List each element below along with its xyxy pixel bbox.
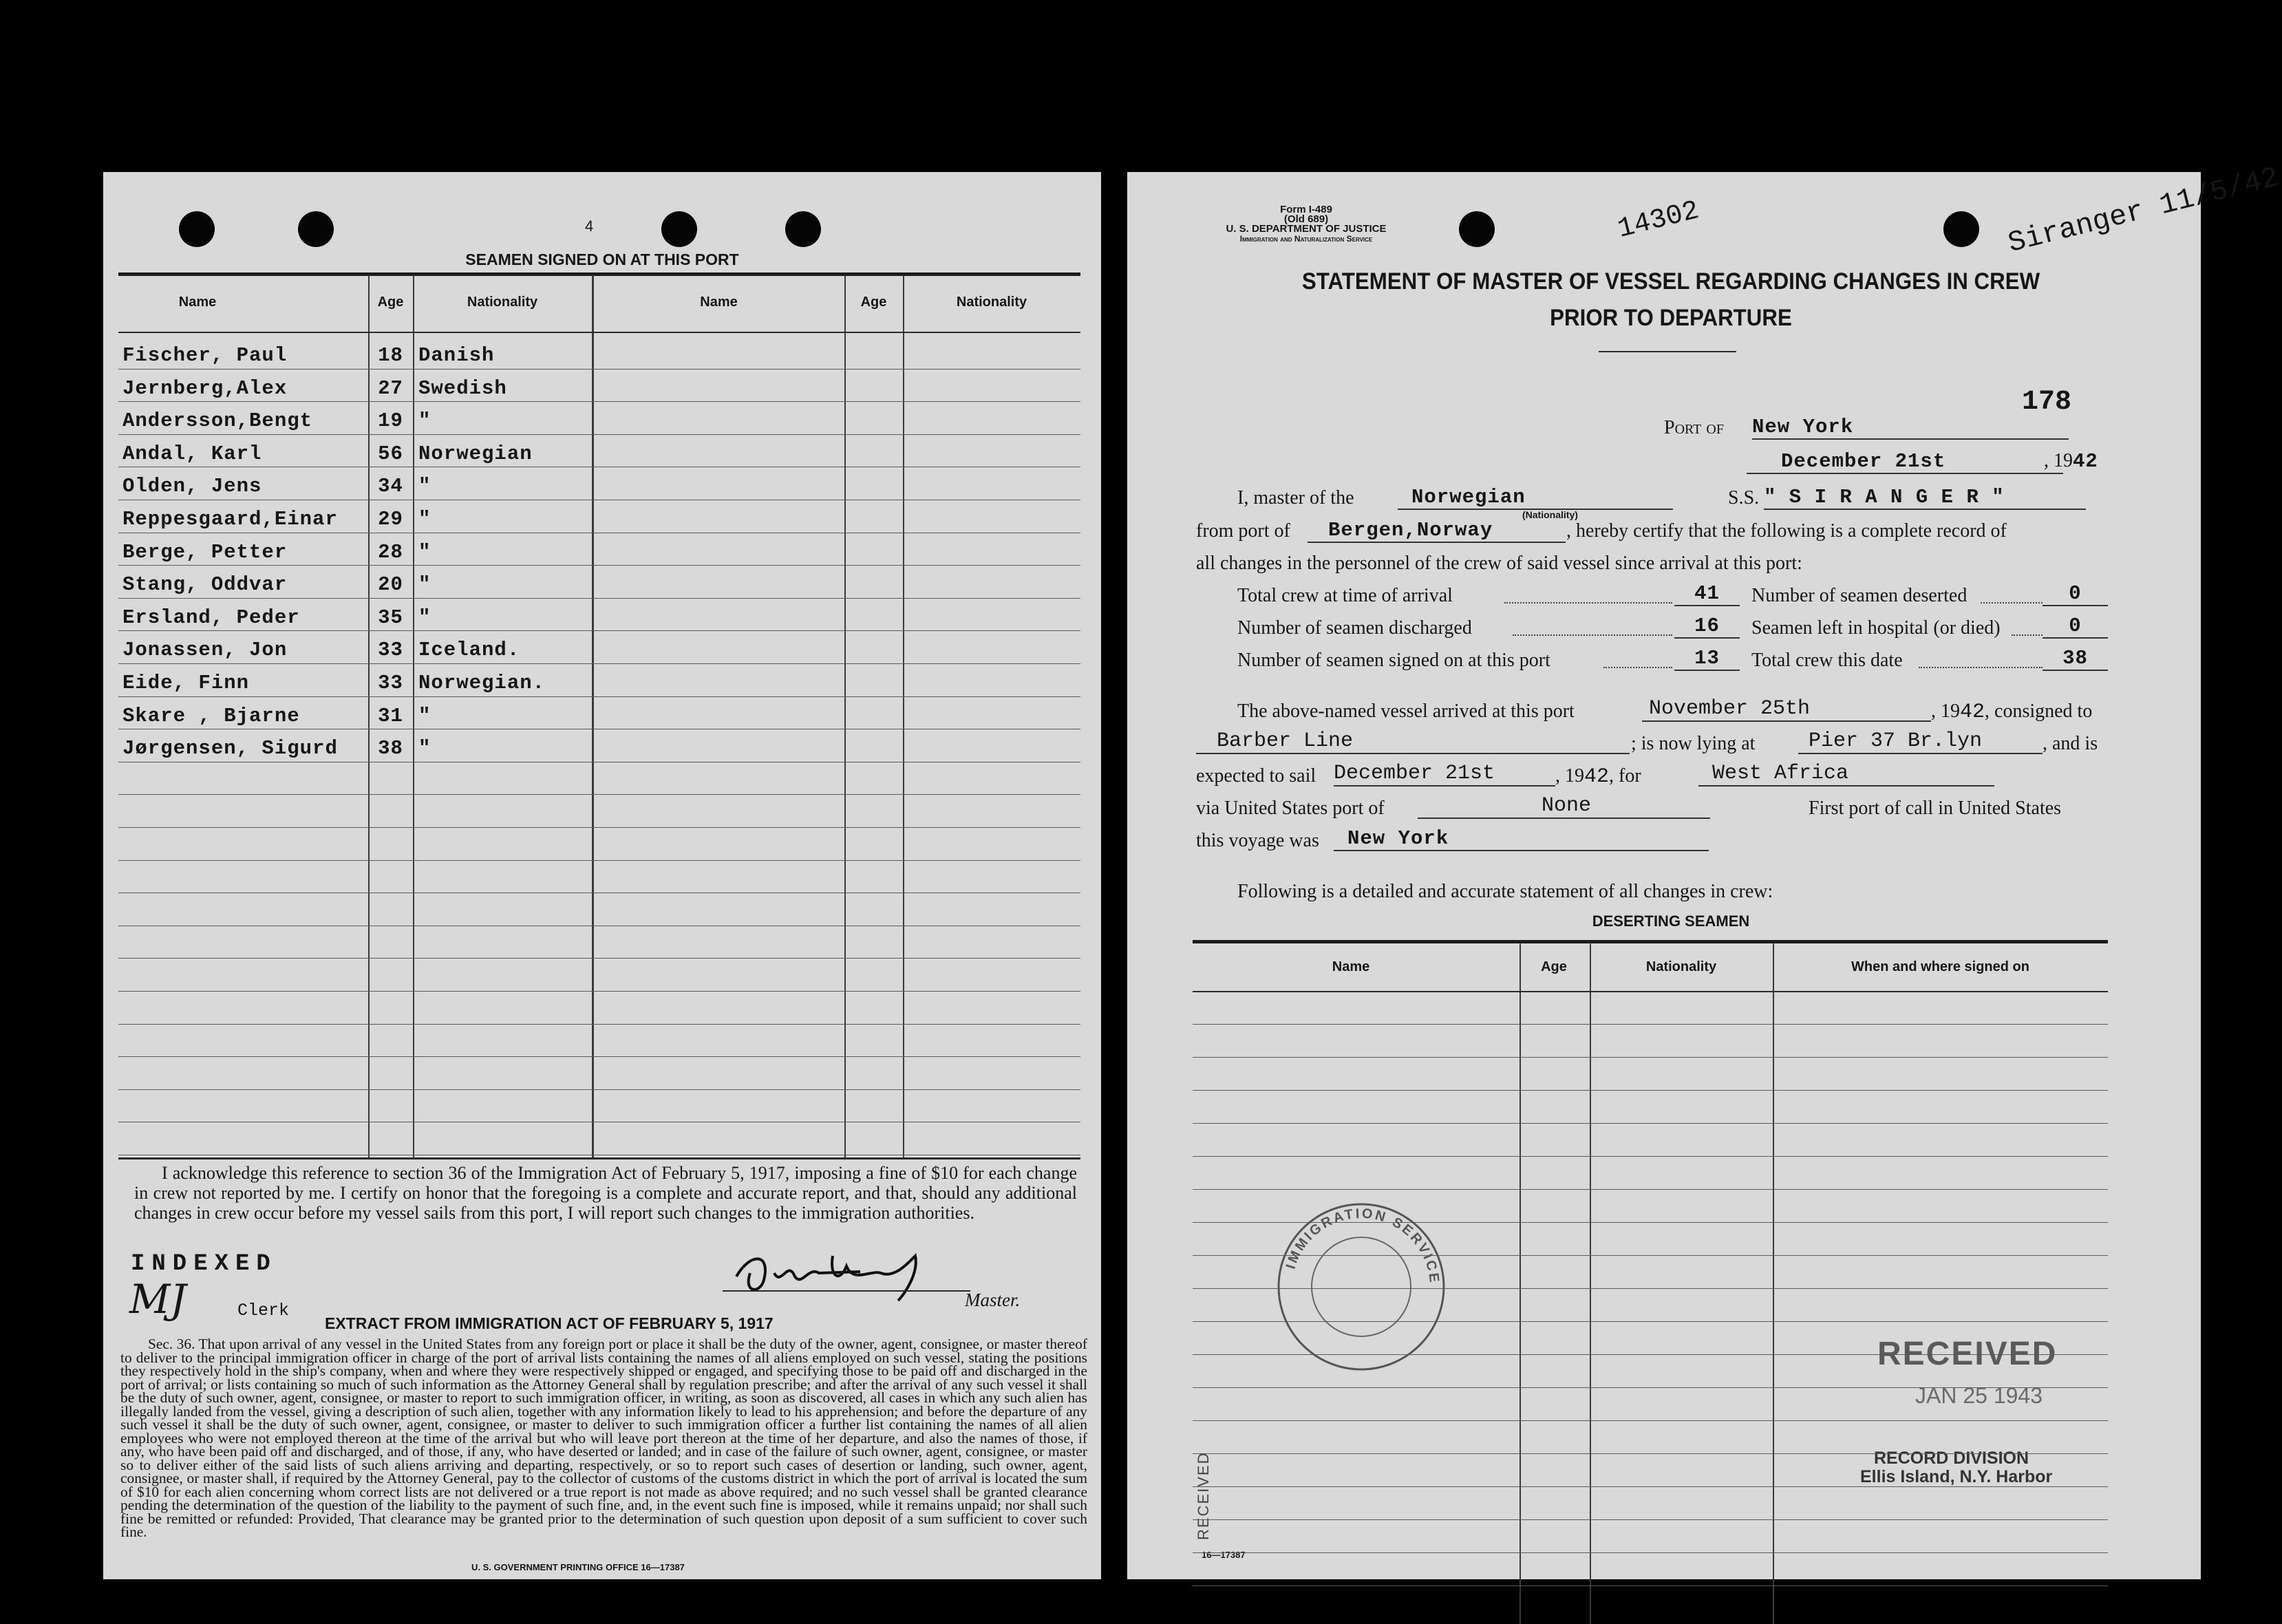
nationality-value: Norwegian xyxy=(1398,486,1673,510)
punch-hole xyxy=(785,211,821,247)
page-number: 4 xyxy=(585,217,594,235)
master-signature xyxy=(723,1246,943,1307)
following-text: Following is a detailed and accurate statement of all changes in crew: xyxy=(1237,881,1773,902)
deserting-row-rule xyxy=(1193,1387,2108,1388)
expected-label: expected to sail xyxy=(1196,765,1316,787)
ss-label: S.S. xyxy=(1728,487,1760,509)
section-36-text: Sec. 36. That upon arrival of any vessel in the United States from any foreign port or place it shall be the duty of the owner, agent, consignee, or master thereof to deliver to the principal immigration officer in charge of the port of arrival lists containing the names of all aliens employed on such vessel, stating the positions they respectively hold in the ship's company, when and where they were respectively shipped or engaged, and specifying those to be paid off and discharged in the port of arrival; or lists containing so much of such information as the Attorney General shall by regulation prescribe; and after the arrival of any such vessel it shall be the duty of such owner, agent, consignee, or master to report to such immigration officer, in writing, as soon as discovered, all cases in which any such alien has illegally landed from the vessel, giving a description of such alien, together with any information likely to lead to his apprehension; and before the departure of any such vessel it shall be the duty of such owner, agent, consignee, or master to deliver to such immigration officer a further list containing the names of all alien employees who were not employed thereon at the time of the arrival but who will leave port thereon at the time of her departure, and also the names of those, if any, who have been paid off and discharged, and of those, if any, who have deserted or landed; and in case of the failure of such owner, agent, consignee, or master so to deliver either of the said lists of such aliens arriving and departing, respectively, or so to report such cases of desertion or landing, such owner, agent, consignee, or master shall, if required by the Attorney General, pay to the collector of customs of the customs district in which the port of arrival is located the sum of $10 for each alien concerning whom correct lists are not delivered or a true report is not made as above required; and no such vessel shall be granted clearance pending the determination of the question of the liability to the payment of such fine, and, in the event such fine is imposed, while it remains unpaid; nor shall such fine be remitted or refunded: Provided, That clearance may be granted prior to the determination of such question upon deposit of a sum sufficient to cover such fine. xyxy=(120,1336,1087,1540)
seaman-name: Jonassen, Jon xyxy=(122,639,288,661)
master-of-label: I, master of the xyxy=(1237,487,1354,509)
deserting-row-rule xyxy=(1193,1090,2108,1091)
form-old: (Old 689) xyxy=(1283,213,1329,225)
seaman-name: Jernberg,Alex xyxy=(122,377,288,400)
record-division: RECORD DIVISION xyxy=(1874,1449,2029,1468)
clerk-label: Clerk xyxy=(237,1301,290,1321)
seaman-age: 28 xyxy=(378,541,403,564)
seaman-nationality: " xyxy=(418,475,431,498)
seaman-age: 27 xyxy=(378,377,403,400)
col-header-name-2: Name xyxy=(700,295,738,310)
all-changes-text: all changes in the personnel of the crew of said vessel since arrival at this port: xyxy=(1196,553,1802,574)
berth-value: Pier 37 Br.lyn xyxy=(1798,729,2043,754)
deserted-label: Number of seamen deserted xyxy=(1751,585,1968,606)
col-header-age: Age xyxy=(377,295,404,310)
seaman-nationality: " xyxy=(418,705,431,727)
deserting-row-rule xyxy=(1193,1552,2108,1553)
acknowledgment-text: I acknowledge this reference to section 36 of the Immigration Act of February 5, 1917, imposing a fine of $10 for each change in crew not reported by me. I certify on honor that the foregoing is a complete and accurate report, and that, should any additional changes in crew occur before my vessel sails from this port, I will report such changes to the immigration authorities. xyxy=(134,1163,1077,1223)
desert-col-nationality: Nationality xyxy=(1645,959,1717,974)
seaman-name: Andersson,Bengt xyxy=(122,409,313,432)
clerk-initials: MJ xyxy=(129,1276,186,1323)
seaman-nationality: " xyxy=(418,409,431,432)
section-title: SEAMEN SIGNED ON AT THIS PORT xyxy=(465,250,739,268)
seaman-nationality: " xyxy=(418,541,431,564)
punch-hole xyxy=(298,211,334,247)
row-rule xyxy=(118,663,1080,664)
for-label: , for xyxy=(1609,765,1641,787)
table-top-rule xyxy=(118,273,1080,276)
punch-hole xyxy=(1459,211,1495,247)
sail-year: , 1942, for xyxy=(1555,765,1641,789)
discharged-label: Number of seamen discharged xyxy=(1237,617,1472,639)
seaman-nationality: " xyxy=(418,737,431,760)
seaman-nationality: Danish xyxy=(418,344,495,367)
discharged-value: 16 xyxy=(1674,615,1740,639)
received-vertical-stamp: RECEIVED xyxy=(1195,1451,1212,1540)
via-label: via United States port of xyxy=(1196,798,1385,819)
lying-label: ; is now lying at xyxy=(1631,733,1756,754)
row-rule xyxy=(118,827,1080,828)
deserting-row-rule xyxy=(1193,1519,2108,1520)
indexed-stamp: INDEXED xyxy=(131,1251,277,1277)
destination-value: West Africa xyxy=(1698,762,1994,787)
seaman-name: Stang, Oddvar xyxy=(122,573,288,596)
right-page xyxy=(1127,160,2282,1579)
col-header-age-2: Age xyxy=(860,295,887,310)
punch-hole xyxy=(179,211,215,247)
row-rule xyxy=(118,630,1080,631)
handwritten-number: 14302 xyxy=(1614,195,1703,246)
total-crew-arrival-value: 41 xyxy=(1674,582,1740,606)
year-value: 42 xyxy=(2073,450,2098,473)
form-title-line2: PRIOR TO DEPARTURE xyxy=(1550,305,1792,331)
hospital-value: 0 xyxy=(2043,615,2108,639)
row-rule xyxy=(118,1024,1080,1025)
deserting-row-rule xyxy=(1193,1024,2108,1025)
form-id: Form I-489 xyxy=(1280,204,1332,215)
seaman-age: 35 xyxy=(378,606,403,629)
desert-col-age: Age xyxy=(1541,959,1567,974)
vessel-name: " S I R A N G E R " xyxy=(1764,486,2086,510)
immigration-seal xyxy=(1272,1197,1451,1376)
total-crew-arrival-label: Total crew at time of arrival xyxy=(1237,585,1453,606)
seal-text: IMMIGRATION SERVICE xyxy=(1283,1206,1442,1285)
deserting-row-rule xyxy=(1193,1453,2108,1454)
seaman-nationality: Norwegian. xyxy=(418,672,546,694)
deserting-row-rule xyxy=(1193,1057,2108,1058)
first-port-value: New York xyxy=(1334,827,1709,851)
seaman-name: Jørgensen, Sigurd xyxy=(122,737,338,760)
row-rule xyxy=(118,369,1080,370)
deserting-row-rule xyxy=(1193,1288,2108,1289)
desert-col-signed-on: When and where signed on xyxy=(1851,959,2029,974)
sail-year-value: 42 xyxy=(1584,765,1610,789)
seaman-nationality: Norwegian xyxy=(418,442,533,465)
deserting-row-rule xyxy=(1193,1354,2108,1355)
seaman-nationality: Iceland. xyxy=(418,639,520,661)
seaman-name: Ersland, Peder xyxy=(122,606,300,629)
deserted-value: 0 xyxy=(2043,582,2108,606)
arrived-label: The above-named vessel arrived at this port xyxy=(1237,701,1575,722)
row-rule xyxy=(118,1056,1080,1057)
date-value: December 21st xyxy=(1747,450,2063,474)
extract-title: EXTRACT FROM IMMIGRATION ACT OF FEBRUARY 5, 1917 xyxy=(325,1314,774,1332)
and-is-label: , and is xyxy=(2043,733,2098,754)
seaman-name: Andal, Karl xyxy=(122,442,262,465)
via-port-value: None xyxy=(1418,794,1710,819)
row-rule xyxy=(118,958,1080,959)
service: Immigration and Naturalization Service xyxy=(1239,234,1373,244)
arrival-year: , 1942, consigned to xyxy=(1931,701,2093,724)
consigned-to-label: , consigned to xyxy=(1985,701,2093,722)
desert-col-name: Name xyxy=(1332,959,1370,974)
row-rule xyxy=(118,598,1080,599)
first-port-label: First port of call in United States xyxy=(1809,798,2062,819)
punch-hole xyxy=(1943,211,1979,247)
sail-date: December 21st xyxy=(1334,762,1555,787)
deserting-row-rule xyxy=(1193,1255,2108,1256)
signed-on-label: Number of seamen signed on at this port xyxy=(1237,650,1550,671)
deserting-title: DESERTING SEAMEN xyxy=(1592,912,1750,930)
certify-text: , hereby certify that the following is a complete record of xyxy=(1566,520,2007,542)
year-label xyxy=(2044,450,2098,473)
form-number: 16—17387 xyxy=(1202,1550,1246,1560)
deserting-row-rule xyxy=(1193,1585,2108,1586)
received-stamp: RECEIVED xyxy=(1877,1336,2058,1372)
seaman-age: 34 xyxy=(378,475,403,498)
serial-number: 178 xyxy=(2022,387,2072,418)
signed-on-value: 13 xyxy=(1674,647,1740,671)
seaman-nationality: " xyxy=(418,573,431,596)
row-rule xyxy=(118,565,1080,566)
gpo-line: U. S. GOVERNMENT PRINTING OFFICE 16—17387 xyxy=(471,1562,685,1572)
row-rule xyxy=(118,696,1080,697)
this-voyage-label: this voyage was xyxy=(1196,830,1319,851)
arrival-year-value: 42 xyxy=(1960,701,1985,724)
deserting-row-rule xyxy=(1193,1420,2108,1421)
handwritten-corner-note: Siranger 11/5/42 xyxy=(2005,160,2282,261)
seaman-name: Fischer, Paul xyxy=(122,344,288,367)
seaman-age: 31 xyxy=(378,705,403,727)
consignee-value: Barber Line xyxy=(1196,729,1630,754)
from-port-label: from port of xyxy=(1196,520,1290,542)
total-crew-date-value: 38 xyxy=(2043,647,2108,671)
svg-text:IMMIGRATION SERVICE xyxy=(1283,1206,1442,1285)
total-crew-date-label: Total crew this date xyxy=(1751,650,1903,671)
deserting-row-rule xyxy=(1193,1321,2108,1322)
seaman-age: 33 xyxy=(378,672,403,694)
punch-hole xyxy=(661,211,697,247)
seaman-age: 20 xyxy=(378,573,403,596)
deserting-row-rule xyxy=(1193,1189,2108,1190)
seaman-nationality: " xyxy=(418,606,431,629)
nationality-caption: (Nationality) xyxy=(1522,509,1578,520)
master-label: Master. xyxy=(965,1290,1021,1310)
col-header-nationality: Nationality xyxy=(467,295,538,310)
row-rule xyxy=(118,401,1080,402)
left-page xyxy=(103,172,1101,1579)
row-rule xyxy=(118,860,1080,861)
seaman-age: 38 xyxy=(378,737,403,760)
col-header-nationality-2: Nationality xyxy=(956,295,1027,310)
col-header-name: Name xyxy=(178,295,217,310)
deserting-row-rule xyxy=(1193,1156,2108,1157)
department: U. S. DEPARTMENT OF JUSTICE xyxy=(1226,223,1387,235)
seaman-age: 56 xyxy=(378,442,403,465)
from-port-value: Bergen,Norway xyxy=(1308,519,1566,543)
seaman-name: Olden, Jens xyxy=(122,475,262,498)
received-date: JAN 25 1943 xyxy=(1915,1383,2043,1408)
seaman-name: Eide, Finn xyxy=(122,672,250,694)
seaman-age: 33 xyxy=(378,639,403,661)
row-rule xyxy=(118,794,1080,795)
arrival-date: November 25th xyxy=(1642,697,1931,722)
seaman-nationality: " xyxy=(418,508,431,531)
form-title-line1: STATEMENT OF MASTER OF VESSEL REGARDING CHANGES IN CREW xyxy=(1301,268,2040,295)
row-rule xyxy=(118,991,1080,992)
hospital-label: Seamen left in hospital (or died) xyxy=(1751,617,2001,639)
ellis-island: Ellis Island, N.Y. Harbor xyxy=(1860,1467,2053,1486)
deserting-table-top-rule xyxy=(1193,940,2108,943)
deserting-row-rule xyxy=(1193,1222,2108,1223)
deserting-row-rule xyxy=(1193,1123,2108,1124)
port-label: Port of xyxy=(1664,417,1724,438)
form-header xyxy=(1169,205,1444,244)
seaman-age: 19 xyxy=(378,409,403,432)
year-prefix: , 19 xyxy=(2044,450,2073,471)
seaman-age: 29 xyxy=(378,508,403,531)
row-rule xyxy=(118,1089,1080,1090)
seaman-name: Reppesgaard,Einar xyxy=(122,508,338,531)
deserting-row-rule xyxy=(1193,1486,2108,1487)
seaman-nationality: Swedish xyxy=(418,377,507,400)
seaman-name: Berge, Petter xyxy=(122,541,288,564)
row-rule xyxy=(118,434,1080,435)
port-value: New York xyxy=(1752,416,2069,440)
seaman-age: 18 xyxy=(378,344,403,367)
seaman-name: Skare , Bjarne xyxy=(122,705,300,727)
